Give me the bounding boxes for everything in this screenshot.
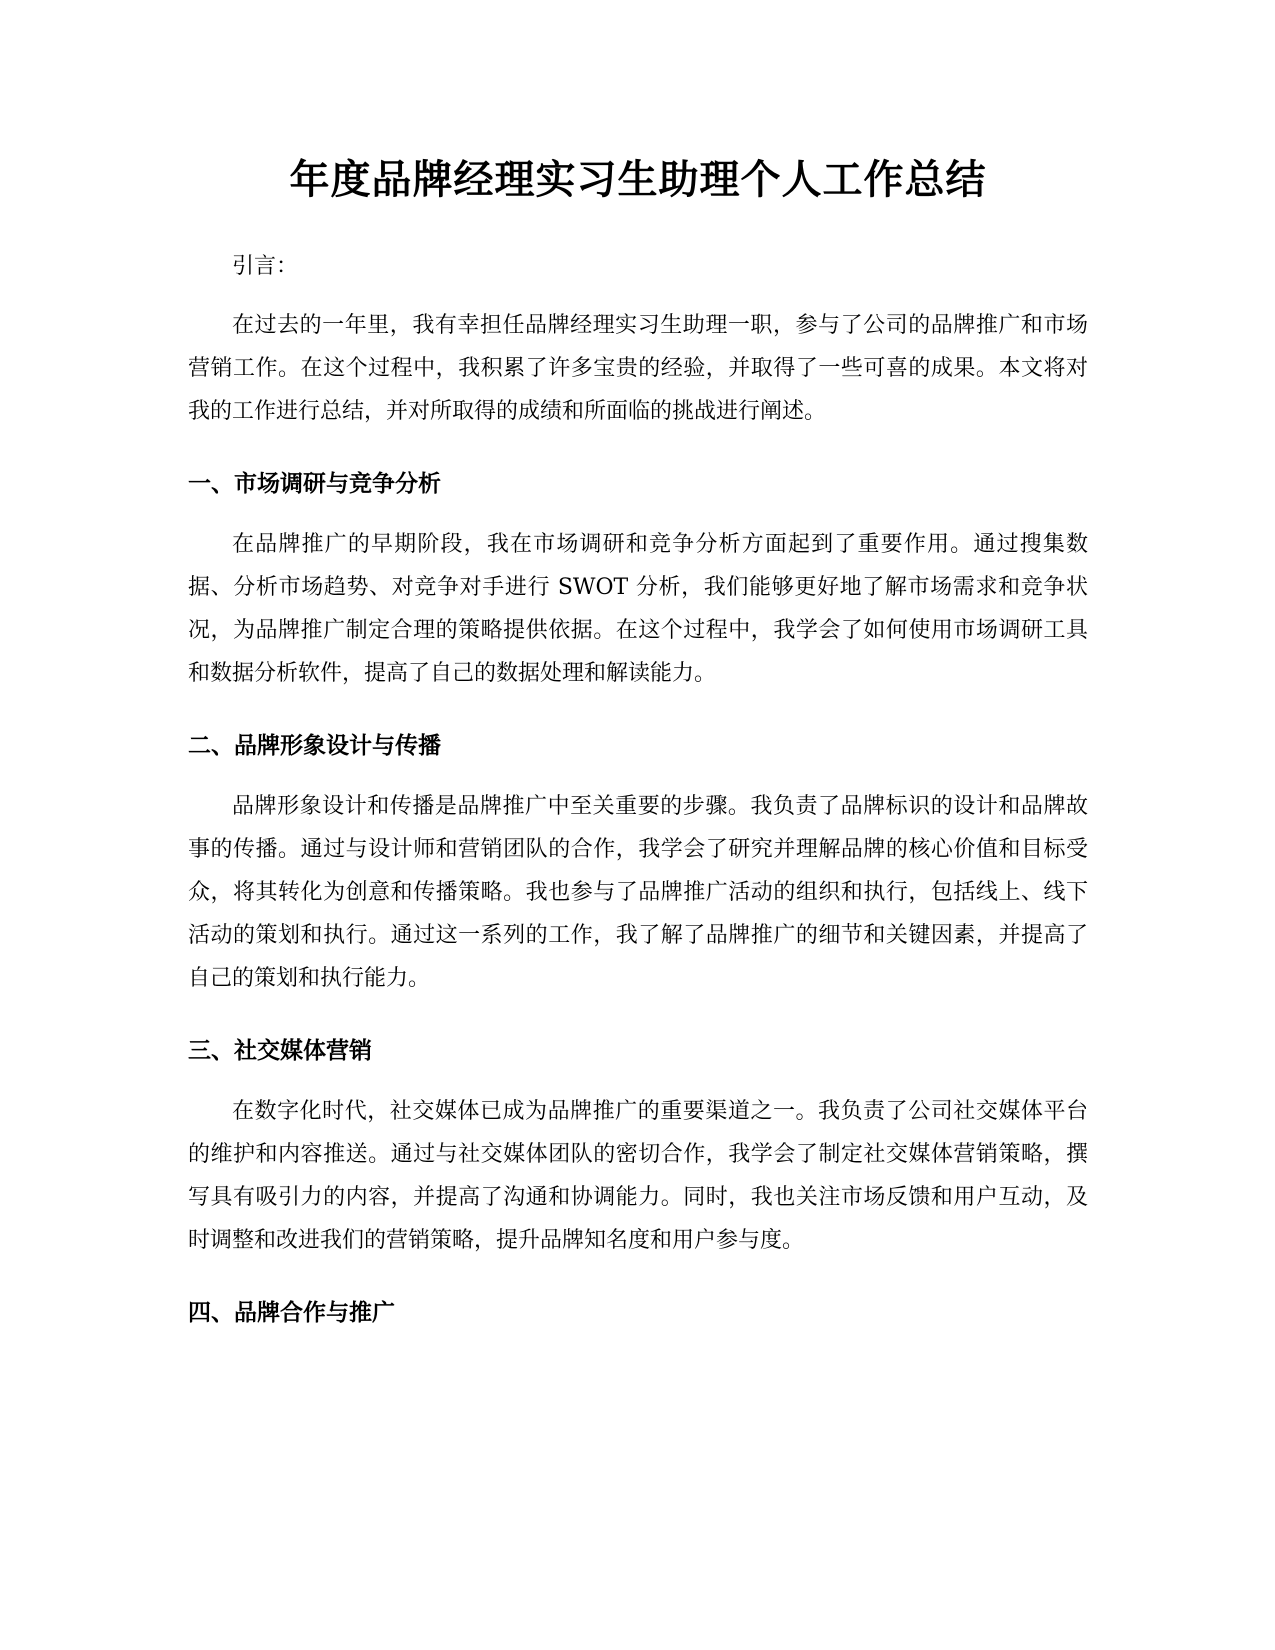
- section-paragraph-brand-image: 品牌形象设计和传播是品牌推广中至关重要的步骤。我负责了品牌标识的设计和品牌故事的传播。通过与设计师和营销团队的合作，我学会了研究并理解品牌的核心价值和目标受众，将其转化为创意和传播策略。我也参与了品牌推广活动的组织和执行，包括线上、线下活动的策划和执行。通过这一系列的工作，我了解了品牌推广的细节和关键因素，并提高了自己的策划和执行能力。: [188, 794, 1088, 991]
- document-body: [188, 148, 1088, 1334]
- section-heading-market-research: 一、市场调研与竞争分析: [188, 471, 441, 497]
- intro-label: 引言：: [232, 254, 299, 279]
- section-heading-brand-image: 二、品牌形象设计与传播: [188, 733, 441, 759]
- document-title: 年度品牌经理实习生助理个人工作总结: [289, 157, 987, 203]
- section-heading-social-media: 三、社交媒体营销: [188, 1038, 372, 1064]
- intro-paragraph: 在过去的一年里，我有幸担任品牌经理实习生助理一职，参与了公司的品牌推广和市场营销工作。在这个过程中，我积累了许多宝贵的经验，并取得了一些可喜的成果。本文将对我的工作进行总结，并对所取得的成绩和所面临的挑战进行阐述。: [188, 313, 1088, 424]
- section-paragraph-social-media: 在数字化时代，社交媒体已成为品牌推广的重要渠道之一。我负责了公司社交媒体平台的维护和内容推送。通过与社交媒体团队的密切合作，我学会了制定社交媒体营销策略，撰写具有吸引力的内容，并提高了沟通和协调能力。同时，我也关注市场反馈和用户互动，及时调整和改进我们的营销策略，提升品牌知名度和用户参与度。: [188, 1099, 1088, 1253]
- section-heading-brand-cooperation: 四、品牌合作与推广: [188, 1300, 395, 1326]
- section-paragraph-market-research: 在品牌推广的早期阶段，我在市场调研和竞争分析方面起到了重要作用。通过搜集数据、分析市场趋势、对竞争对手进行 SWOT 分析，我们能够更好地了解市场需求和竞争状况，为品牌推广制定合理的策略提供依据。在这个过程中，我学会了如何使用市场调研工具和数据分析软件，提高了自己的数据处理和解读能力。: [188, 532, 1088, 686]
